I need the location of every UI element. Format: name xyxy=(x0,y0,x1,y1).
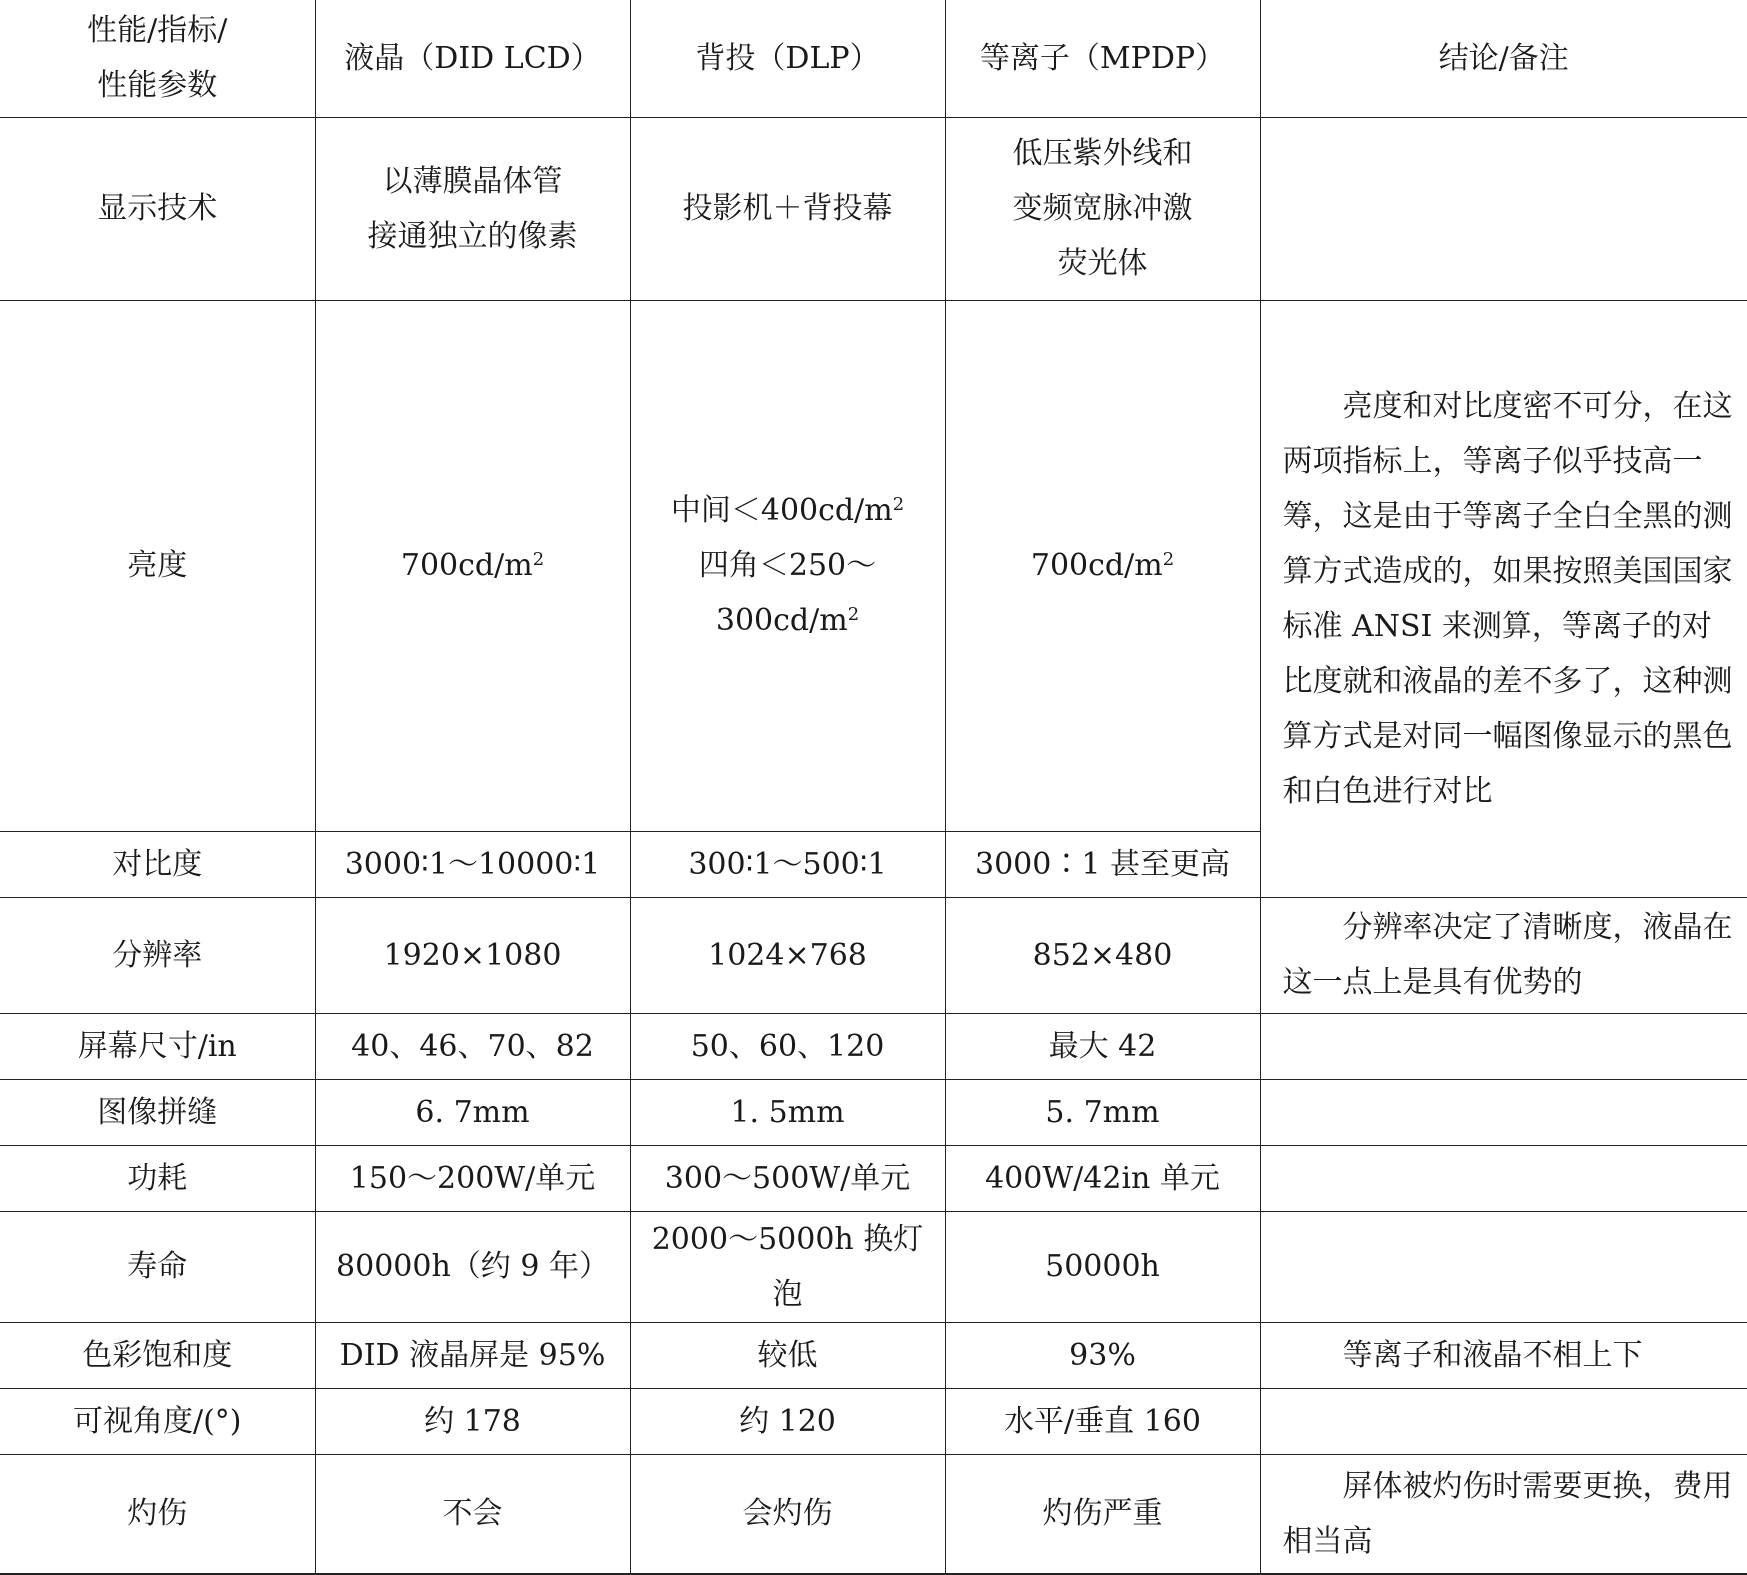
cell-saturation-remark: 等离子和液晶不相上下 xyxy=(1260,1322,1747,1388)
brightness-dlp-line3-sup: 2 xyxy=(847,604,860,625)
brightness-dlp-line1-text: 中间＜400cd/m xyxy=(670,493,893,528)
cell-saturation-lcd: DID 液晶屏是 95% xyxy=(315,1322,630,1388)
label-screen-size: 屏幕尺寸/in xyxy=(0,1013,315,1079)
cell-power-remark xyxy=(1260,1145,1747,1211)
cell-viewing-angle-remark xyxy=(1260,1388,1747,1454)
row-burn-in xyxy=(0,1454,1747,1574)
cell-lifetime-pdp: 50000h xyxy=(945,1211,1260,1322)
header-param-line1: 性能/指标/ xyxy=(87,13,228,49)
header-dlp: 背投（DLP） xyxy=(630,0,945,117)
header-pdp: 等离子（MPDP） xyxy=(945,0,1260,117)
cell-resolution-lcd: 1920×1080 xyxy=(315,897,630,1013)
label-display-tech: 显示技术 xyxy=(0,117,315,300)
row-screen-size xyxy=(0,1013,1747,1079)
cell-display-tech-dlp: 投影机＋背投幕 xyxy=(630,117,945,300)
cell-lifetime-lcd: 80000h（约 9 年） xyxy=(315,1211,630,1322)
cell-screen-size-remark xyxy=(1260,1013,1747,1079)
row-power xyxy=(0,1145,1747,1211)
header-row xyxy=(0,0,1747,117)
cell-brightness-lcd xyxy=(315,300,630,831)
cell-brightness-pdp xyxy=(945,300,1260,831)
display-tech-pdp-line1: 低压紫外线和 xyxy=(1012,136,1193,171)
label-saturation: 色彩饱和度 xyxy=(0,1322,315,1388)
cell-burn-in-remark: 屏体被灼伤时需要更换，费用相当高 xyxy=(1260,1454,1747,1574)
cell-saturation-dlp: 较低 xyxy=(630,1322,945,1388)
cell-burn-in-pdp: 灼伤严重 xyxy=(945,1454,1260,1574)
brightness-lcd-value: 700cd/m xyxy=(400,548,533,583)
cell-resolution-remark: 分辨率决定了清晰度，液晶在这一点上是具有优势的 xyxy=(1260,897,1747,1013)
cell-contrast-lcd: 3000∶1～10000∶1 xyxy=(315,831,630,897)
cell-burn-in-dlp: 会灼伤 xyxy=(630,1454,945,1574)
header-lcd: 液晶（DID LCD） xyxy=(315,0,630,117)
header-remark: 结论/备注 xyxy=(1260,0,1747,117)
cell-contrast-pdp: 3000∶1 甚至更高 xyxy=(945,831,1260,897)
cell-power-lcd: 150～200W/单元 xyxy=(315,1145,630,1211)
header-param-line2: 性能参数 xyxy=(97,68,218,104)
cell-saturation-pdp: 93% xyxy=(945,1322,1260,1388)
cell-screen-size-lcd: 40、46、70、82 xyxy=(315,1013,630,1079)
brightness-dlp-line3-text: 300cd/m xyxy=(715,603,848,638)
cell-display-tech-pdp xyxy=(945,117,1260,300)
cell-burn-in-lcd: 不会 xyxy=(315,1454,630,1574)
cell-resolution-pdp: 852×480 xyxy=(945,897,1260,1013)
cell-screen-size-dlp: 50、60、120 xyxy=(630,1013,945,1079)
label-lifetime: 寿命 xyxy=(0,1211,315,1322)
row-viewing-angle xyxy=(0,1388,1747,1454)
cell-screen-size-pdp: 最大 42 xyxy=(945,1013,1260,1079)
brightness-dlp-line1-sup: 2 xyxy=(892,494,905,515)
row-lifetime xyxy=(0,1211,1747,1322)
cell-contrast-dlp: 300∶1～500∶1 xyxy=(630,831,945,897)
cell-seam-lcd: 6. 7mm xyxy=(315,1079,630,1145)
label-viewing-angle: 可视角度/(°) xyxy=(0,1388,315,1454)
cell-viewing-angle-lcd: 约 178 xyxy=(315,1388,630,1454)
brightness-dlp-line2: 四角＜250～ xyxy=(698,548,877,583)
cell-lifetime-remark xyxy=(1260,1211,1747,1322)
label-power: 功耗 xyxy=(0,1145,315,1211)
display-tech-pdp-line2: 变频宽脉冲激 xyxy=(1012,191,1193,226)
header-param-cell xyxy=(0,0,315,117)
cell-seam-pdp: 5. 7mm xyxy=(945,1079,1260,1145)
cell-power-pdp: 400W/42in 单元 xyxy=(945,1145,1260,1211)
cell-viewing-angle-pdp: 水平/垂直 160 xyxy=(945,1388,1260,1454)
brightness-dlp-line1 xyxy=(643,483,933,538)
brightness-pdp-value: 700cd/m xyxy=(1030,548,1163,583)
cell-brightness-remark: 亮度和对比度密不可分，在这两项指标上，等离子似乎技高一筹，这是由于等离子全白全黑的测算方式造成的，如果按照美国国家标准 ANSI 来测算，等离子的对比度就和液晶的差不多了，这种测算方式是对同一幅图像显示的黑色和白色进行对比 xyxy=(1260,300,1747,897)
cell-seam-dlp: 1. 5mm xyxy=(630,1079,945,1145)
label-burn-in: 灼伤 xyxy=(0,1454,315,1574)
cell-display-tech-lcd xyxy=(315,117,630,300)
cell-power-dlp: 300～500W/单元 xyxy=(630,1145,945,1211)
row-saturation xyxy=(0,1322,1747,1388)
row-seam xyxy=(0,1079,1747,1145)
brightness-dlp-line3 xyxy=(643,593,933,648)
label-resolution: 分辨率 xyxy=(0,897,315,1013)
cell-viewing-angle-dlp: 约 120 xyxy=(630,1388,945,1454)
cell-resolution-dlp: 1024×768 xyxy=(630,897,945,1013)
cell-seam-remark xyxy=(1260,1079,1747,1145)
cell-brightness-dlp xyxy=(630,300,945,831)
cell-lifetime-dlp: 2000～5000h 换灯泡 xyxy=(630,1211,945,1322)
cell-display-tech-remark xyxy=(1260,117,1747,300)
row-display-tech xyxy=(0,117,1747,300)
display-tech-pdp-line3: 荧光体 xyxy=(1057,246,1148,281)
label-contrast: 对比度 xyxy=(0,831,315,897)
display-tech-lcd-line2: 接通独立的像素 xyxy=(367,218,578,254)
row-resolution xyxy=(0,897,1747,1013)
label-brightness: 亮度 xyxy=(0,300,315,831)
brightness-lcd-sup: 2 xyxy=(532,549,545,570)
brightness-pdp-sup: 2 xyxy=(1162,549,1175,570)
display-tech-lcd-line1: 以薄膜晶体管 xyxy=(382,163,563,199)
label-seam: 图像拼缝 xyxy=(0,1079,315,1145)
row-brightness xyxy=(0,300,1747,831)
